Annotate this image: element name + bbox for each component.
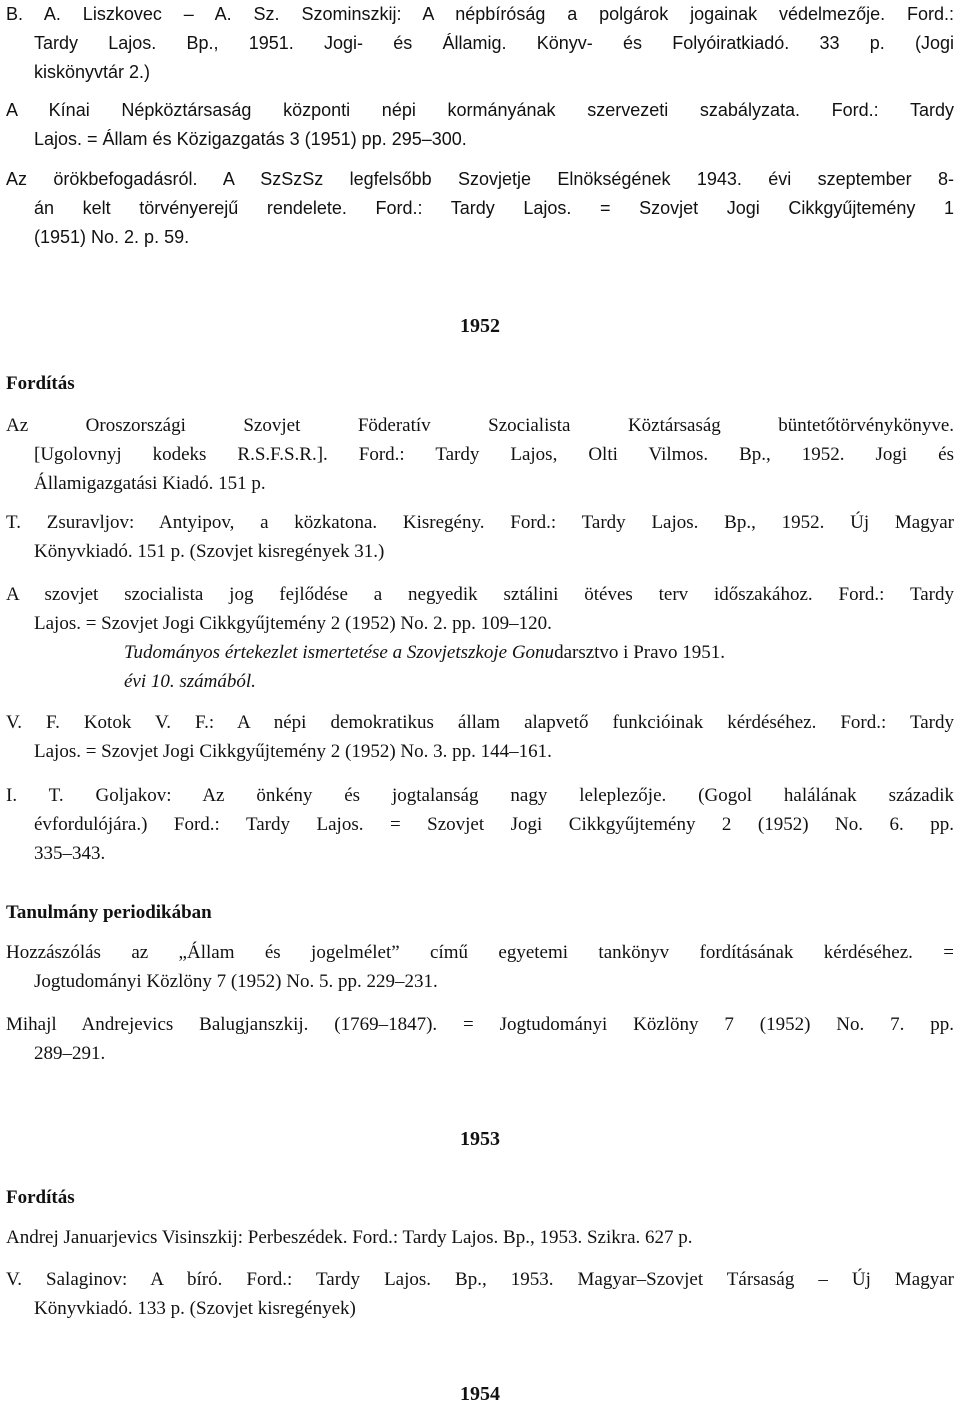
entry-line: évi 10. számából. bbox=[124, 671, 256, 692]
entry-line: Hozzászólás az „Állam és jogelmélet” című egyetemi tankönyv fordításának kérdéséhez. = bbox=[6, 942, 954, 963]
bibliography-entry bbox=[6, 1265, 954, 1323]
entry-line: évfordulójára.) Ford.: Tardy Lajos. = Szovjet Jogi Cikkgyűjtemény 2 (1952) No. 6. pp. bbox=[34, 814, 954, 835]
entry-line: án kelt törvényerejű rendelete. Ford.: Tardy Lajos. = Szovjet Jogi Cikkgyűjtemény 1 bbox=[34, 198, 954, 218]
entry-line: kiskönyvtár 2.) bbox=[34, 62, 151, 82]
bibliography-entry bbox=[6, 1010, 954, 1068]
year-heading: 1952 bbox=[460, 315, 500, 337]
section-heading: Fordítás bbox=[6, 1187, 75, 1208]
entry-line: 289–291. bbox=[34, 1043, 106, 1064]
bibliography-entry bbox=[6, 411, 954, 498]
bibliography-entry bbox=[6, 1223, 954, 1252]
entry-line: Lajos. = Szovjet Jogi Cikkgyűjtemény 2 (1952) No. 2. pp. 109–120. bbox=[34, 613, 552, 634]
bibliography-entry bbox=[6, 781, 954, 868]
section-heading: Fordítás bbox=[6, 373, 75, 394]
entry-line: A szovjet szocialista jog fejlődése a negyedik sztálini ötéves terv időszakához. Ford.: Tardy bbox=[6, 584, 954, 605]
entry-line: T. Zsuravljov: Antyipov, a közkatona. Kisregény. Ford.: Tardy Lajos. Bp., 1952. Új Magyar bbox=[6, 512, 954, 533]
entry-line: Könyvkiadó. 133 p. (Szovjet kisregények) bbox=[34, 1298, 356, 1319]
entry-line: Mihajl Andrejevics Balugjanszkij. (1769–1847). = Jogtudományi Közlöny 7 (1952) No. 7. pp. bbox=[6, 1014, 954, 1035]
entry-line: Andrej Januarjevics Visinszkij: Perbeszédek. Ford.: Tardy Lajos. Bp., 1953. Szikra. 627 p. bbox=[6, 1227, 693, 1248]
bibliography-entry bbox=[6, 580, 954, 696]
entry-line: Könyvkiadó. 151 p. (Szovjet kisregények 31.) bbox=[34, 541, 385, 562]
bibliography-entry bbox=[6, 508, 954, 566]
entry-line: Államigazgatási Kiadó. 151 p. bbox=[34, 473, 266, 494]
section-heading: Tanulmány periodikában bbox=[6, 902, 212, 923]
bibliography-entry bbox=[6, 165, 954, 252]
bibliography-entry bbox=[6, 708, 954, 766]
entry-line: Lajos. = Szovjet Jogi Cikkgyűjtemény 2 (1952) No. 3. pp. 144–161. bbox=[34, 741, 552, 762]
entry-line: Az örökbefogadásról. A SzSzSz legfelsőbb Szovjetje Elnökségének 1943. évi szeptember 8- bbox=[6, 169, 954, 189]
entry-line: Lajos. = Állam és Közigazgatás 3 (1951) pp. 295–300. bbox=[34, 129, 467, 149]
year-heading: 1954 bbox=[460, 1383, 500, 1405]
entry-text: darsztvo i Pravo 1951. bbox=[554, 642, 726, 663]
entry-line: B. A. Liszkovec – A. Sz. Szominszkij: A népbíróság a polgárok jogainak védelmezője. Ford.: bbox=[6, 4, 954, 24]
entry-line: (1951) No. 2. p. 59. bbox=[34, 227, 190, 247]
italic-text: Tudományos értekezlet ismertetése a Szovjetszkoje Gonu bbox=[124, 642, 555, 663]
entry-line: 335–343. bbox=[34, 843, 106, 864]
bibliography-entry bbox=[6, 938, 954, 996]
bibliography-entry bbox=[6, 96, 954, 154]
entry-line: Az Oroszországi Szovjet Föderatív Szocialista Köztársaság büntetőtörvénykönyve. bbox=[6, 415, 954, 436]
entry-line bbox=[6, 638, 954, 667]
entry-line: Jogtudományi Közlöny 7 (1952) No. 5. pp. 229–231. bbox=[34, 971, 438, 992]
entry-line: Tardy Lajos. Bp., 1951. Jogi- és Államig. Könyv- és Folyóiratkiadó. 33 p. (Jogi bbox=[34, 33, 954, 53]
entry-line: A Kínai Népköztársaság központi népi kormányának szervezeti szabályzata. Ford.: Tardy bbox=[6, 100, 954, 120]
year-heading: 1953 bbox=[460, 1128, 500, 1150]
entry-line: V. Salaginov: A bíró. Ford.: Tardy Lajos. Bp., 1953. Magyar–Szovjet Társaság – Új Magyar bbox=[6, 1269, 954, 1290]
entry-line: [Ugolovnyj kodeks R.S.F.S.R.]. Ford.: Tardy Lajos, Olti Vilmos. Bp., 1952. Jogi és bbox=[34, 444, 954, 465]
entry-line: V. F. Kotok V. F.: A népi demokratikus állam alapvető funkcióinak kérdéséhez. Ford.: Tardy bbox=[6, 712, 954, 733]
bibliography-entry bbox=[6, 0, 954, 87]
entry-line: I. T. Goljakov: Az önkény és jogtalanság nagy leleplezője. (Gogol halálának századik bbox=[6, 785, 954, 806]
